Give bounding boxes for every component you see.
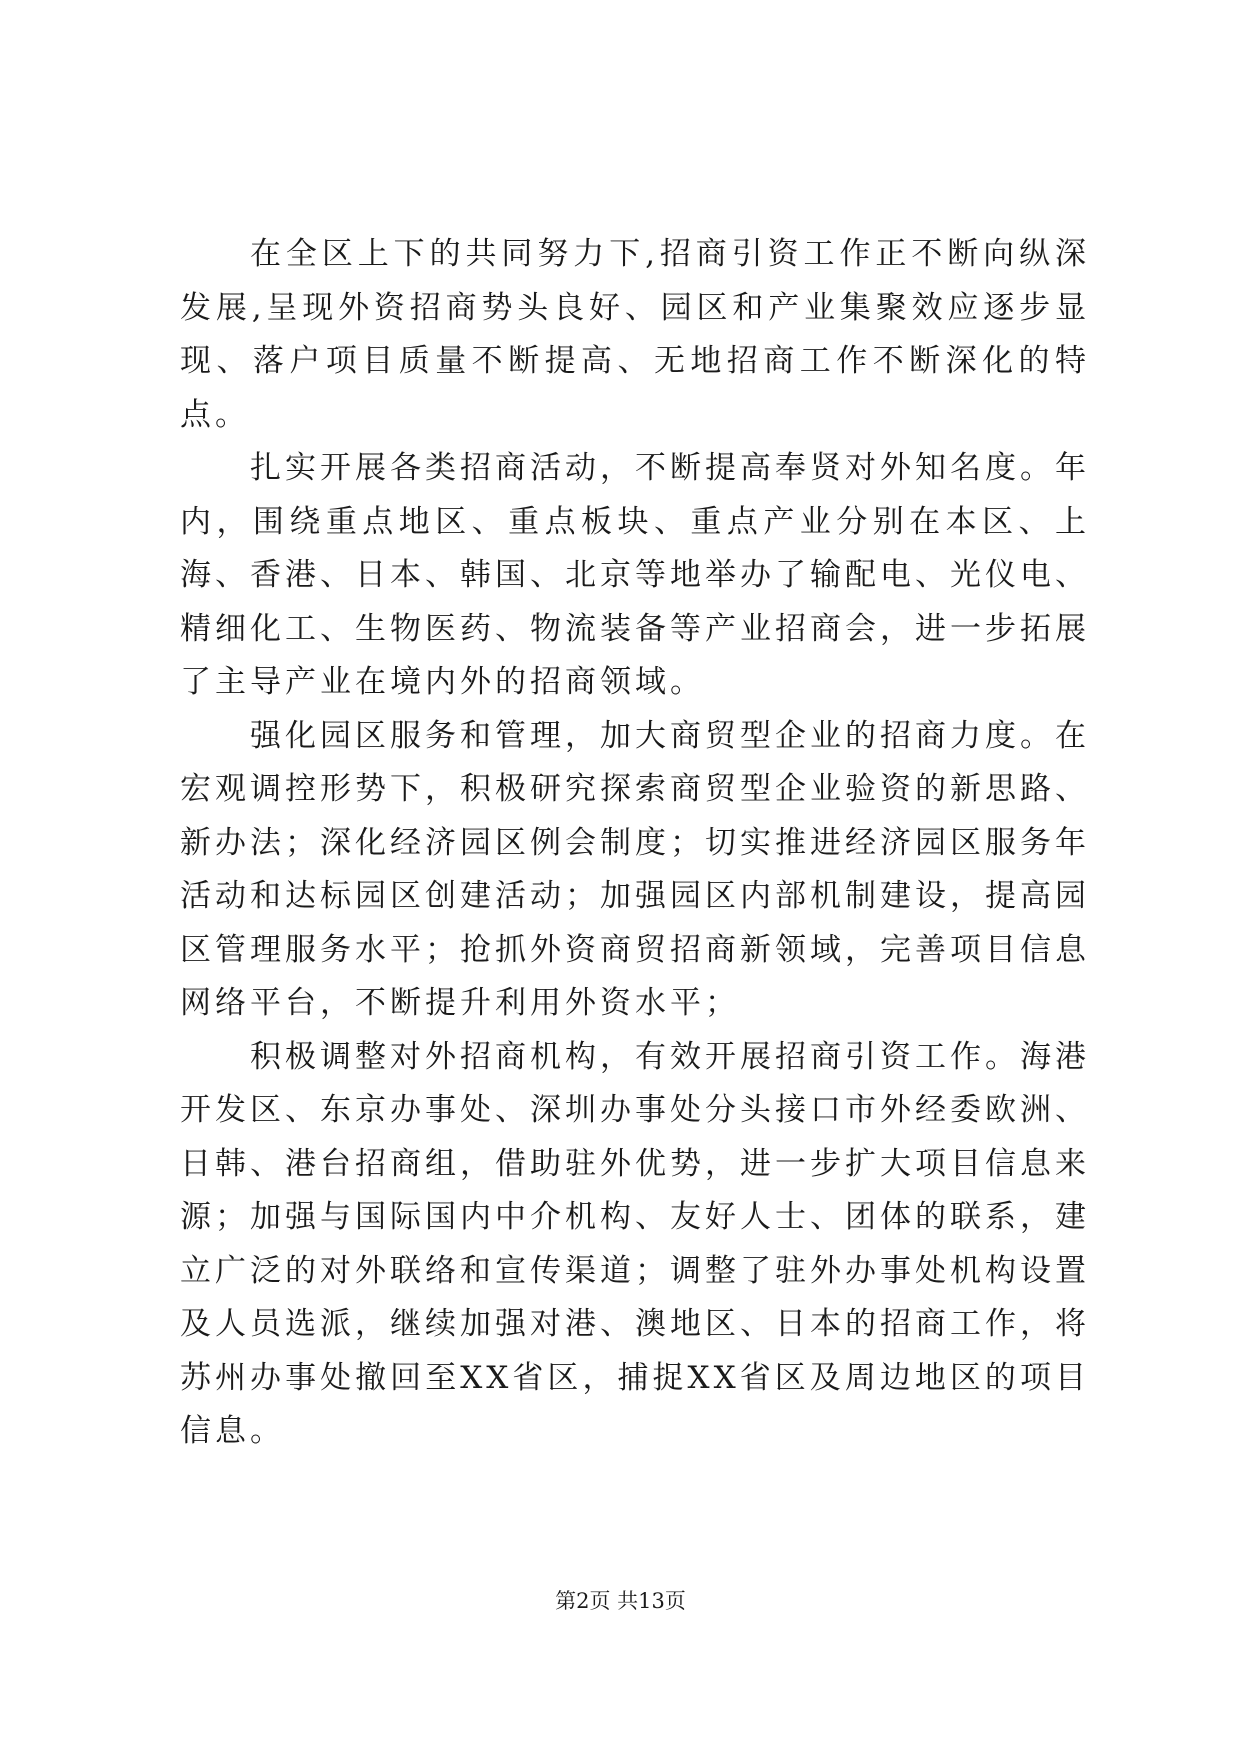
- paragraph: 在全区上下的共同努力下,招商引资工作正不断向纵深发展,呈现外资招商势头良好、园区和产业集聚效应逐步显现、落户项目质量不断提高、无地招商工作不断深化的特点。: [180, 236, 1090, 433]
- paragraph: 积极调整对外招商机构，有效开展招商引资工作。海港开发区、东京办事处、深圳办事处分头接口市外经委欧洲、日韩、港台招商组，借助驻外优势，进一步扩大项目信息来源；加强与国际国内中介机构、友好人士、团体的联系，建立广泛的对外联络和宣传渠道；调整了驻外办事处机构设置及人员选派，继续加强对港、澳地区、日本的招商工作，将苏州办事处撤回至XX省区，捕捉XX省区及周边地区的项目信息。: [180, 1038, 1090, 1449]
- paragraph: 扎实开展各类招商活动，不断提高奉贤对外知名度。年内，围绕重点地区、重点板块、重点产业分别在本区、上海、香港、日本、韩国、北京等地举办了输配电、光仪电、精细化工、生物医药、物流装备等产业招商会，进一步拓展了主导产业在境内外的招商领域。: [180, 450, 1090, 700]
- document-body: [180, 228, 1090, 1459]
- paragraph: 强化园区服务和管理，加大商贸型企业的招商力度。在宏观调控形势下，积极研究探索商贸型企业验资的新思路、新办法；深化经济园区例会制度；切实推进经济园区服务年活动和达标园区创建活动；加强园区内部机制建设，提高园区管理服务水平；抢抓外资商贸招商新领域，完善项目信息网络平台，不断提升利用外资水平；: [180, 717, 1090, 1021]
- page-number-footer: 第2页 共13页: [555, 1589, 686, 1613]
